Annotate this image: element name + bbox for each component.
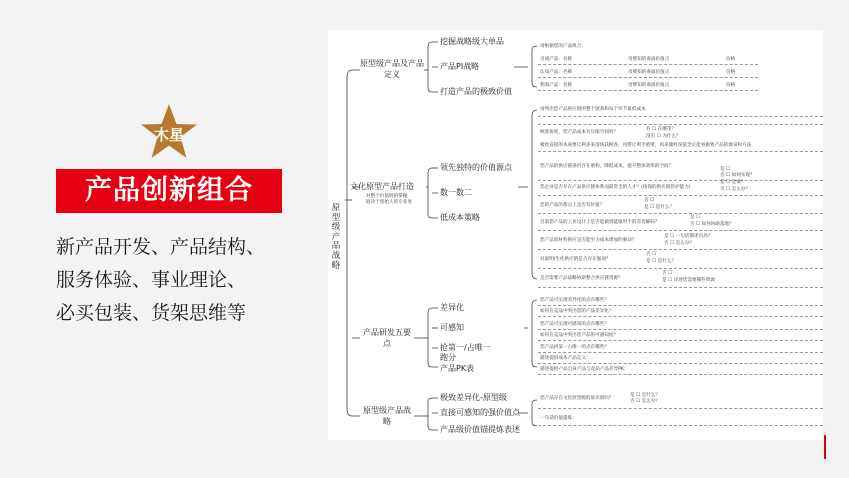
item-direct-value-point: 直接可感知的强价值点	[440, 408, 520, 417]
fill-row-value: 母婴知的毒溢价值点	[628, 83, 670, 88]
divider	[538, 195, 823, 196]
question-text: 如何在竞品中突出您产品的可感知度？	[540, 333, 619, 338]
divider	[538, 180, 823, 181]
item-perceivable: 可感知	[440, 323, 464, 332]
divider	[538, 287, 823, 288]
question-text: 您产品可实现差异化的点有哪些？	[540, 298, 609, 303]
answer-option[interactable]: 没有 ☐ 为什么？	[646, 134, 681, 139]
answer-option[interactable]: 否 ☐	[646, 252, 657, 257]
item-pi-strategy: 产品PI战略	[440, 62, 480, 71]
answer-option[interactable]: 否 ☐ 怎么办？	[664, 241, 695, 246]
divider	[538, 363, 823, 364]
divider	[538, 249, 823, 250]
divider	[538, 352, 823, 353]
item-pk-table: 产品PK表	[440, 364, 475, 373]
mindmap-connectors	[328, 30, 823, 440]
banner-title: 产品创新组合	[85, 175, 253, 206]
divider	[538, 213, 823, 214]
fill-row-value: 母婴知的毒溢价值点	[628, 57, 670, 62]
item-first-only: 抢第一/占唯一	[440, 343, 491, 352]
item-extreme-difference: 极致差异化-原型级	[440, 393, 507, 402]
branch-product-definition: 原型级产品及产品定义	[360, 59, 424, 79]
question-text: 您产品原材料供应是否能至为成本增加的驱动？	[540, 238, 637, 243]
answer-option[interactable]: 否 ☐	[662, 271, 673, 276]
branch-sub-note: 取决于创始人的专业度	[366, 200, 412, 205]
answer-option[interactable]: 是 ☐ 详述您需要哪些资源	[662, 278, 715, 283]
divider	[538, 329, 823, 330]
star-badge	[140, 103, 198, 161]
item-ultimate-value: 打造产品的极致价值	[440, 87, 512, 96]
mindmap-page	[328, 30, 823, 440]
answer-option[interactable]: 是 ☐	[690, 215, 701, 220]
feature-line-3: 必买包装、货架思维等	[56, 302, 247, 324]
fill-intro: 请根据您的产品组合：	[540, 44, 586, 49]
question-text: 目前您产品的工业设计上是否能做到能敏时手的差优解码？	[540, 220, 660, 225]
divider	[538, 316, 823, 317]
question-text: 对最明/生化供应链是否存在强项？	[540, 257, 611, 262]
fill-row-label: 认知产品：名称	[540, 70, 573, 75]
fill-row-value: 母婴知的毒溢价值点	[628, 70, 670, 75]
question-text: 描述提供成本产品定义：	[540, 356, 591, 361]
answer-option[interactable]: 是 ☐ 是谁？	[720, 180, 746, 185]
item-big-single-product: 挖掘战略级大单品	[440, 37, 504, 46]
item-unique-value-origin: 领先独特的价值源点	[440, 163, 512, 172]
branch-sub-note: 对整个价值链的掌握	[366, 194, 408, 199]
answer-option[interactable]: 是 ☐ 是什么？	[644, 205, 675, 210]
item-top-two: 数一数二	[440, 188, 472, 197]
answer-option[interactable]: 是 ☐	[720, 167, 731, 172]
divider	[538, 90, 758, 91]
divider	[538, 268, 823, 269]
title-banner	[56, 169, 282, 213]
badge-label: 木星	[153, 126, 184, 144]
answer-option[interactable]: 否 ☐ 怎么办？	[630, 399, 661, 404]
divider	[538, 374, 823, 375]
question-text: 顾客角度，您产品成本有压缩空间吗？	[540, 130, 619, 135]
divider	[538, 305, 823, 306]
answer-option[interactable]: 否 ☐ 如何实现？	[720, 173, 755, 178]
divider	[538, 77, 758, 78]
divider	[538, 340, 823, 341]
question-text: 您产品拼第一占唯一的点有哪些？	[540, 345, 609, 350]
question-text: 您企业是否存在产品供应链体系而最常全的人才？(指保的供应链管护能力)	[540, 185, 691, 190]
question-text: 如何在竞品中突出您的产品差异化？	[540, 309, 614, 314]
branch-prototype-strategy: 原型级产品战略	[363, 406, 411, 426]
page-edge-marker	[824, 435, 826, 459]
branch-culture-prototype: 文化原型产品打造	[350, 182, 414, 191]
question-text: 描述提供产品自身产品与竞品产品差异PK：	[540, 367, 629, 372]
answer-option[interactable]: 是 ☐ 是什么？	[646, 259, 677, 264]
question-text: 是否需要产品战略协助整合供应链资源？	[540, 276, 623, 281]
question-text: 您产品存在文化原型级的易识别吗？	[540, 396, 614, 401]
question-text: 您产品的供应链条仍存在重构，降低成本，提升整体效率的空间？	[540, 164, 674, 169]
answer-option[interactable]: 否 ☐	[644, 198, 655, 203]
divider	[538, 230, 823, 231]
question-text: 您的产品的都点上是否有价值？	[540, 203, 605, 208]
answer-option[interactable]: 是 ☐ 一句话描述贡高？	[664, 234, 713, 239]
mindmap-root: 原型级产品战略	[331, 203, 341, 271]
answer-option[interactable]: 否 ☐ 怎么办？	[720, 187, 751, 192]
question-text: 极致直接的本质要让利多来清场获顾客，再带让利手被壁，再来储胜误依念定能看极致产品的源泉和方法	[540, 143, 752, 148]
fill-row-price: 价格	[726, 83, 736, 88]
feature-line-1: 新产品开发、产品结构、	[56, 236, 266, 258]
item-low-cost: 低成本策略	[440, 213, 480, 222]
answer-option[interactable]: 否 ☐ 如何协助落地？	[690, 222, 734, 227]
question-text: 您产品可实现可感知的点有哪些？	[540, 322, 609, 327]
divider	[538, 116, 823, 117]
question-text: 一句话价值提炼：	[540, 416, 577, 421]
item-differentiation: 差异化	[440, 303, 464, 312]
item-value-anchor: 产品级价值锚提炼表述	[440, 425, 520, 434]
divider	[538, 408, 823, 409]
fill-row-price: 价格	[726, 57, 736, 62]
answer-option[interactable]: 是 ☐ 是什么？	[630, 393, 661, 398]
divider	[538, 151, 823, 152]
divider	[538, 425, 823, 426]
divider	[538, 64, 758, 65]
fill-row-label: 引流产品：名称	[540, 57, 573, 62]
fill-row-label: 利润产品：名称	[540, 83, 573, 88]
item-run-score: 跑分	[440, 353, 456, 362]
divider	[538, 124, 823, 125]
feature-line-2: 服务体验、事业理论、	[56, 269, 247, 291]
branch-five-points: 产品研发五要点	[363, 328, 411, 348]
fill-row-price: 价格	[726, 70, 736, 75]
answer-option[interactable]: 有 ☐ 在哪里？	[646, 127, 677, 132]
question-text: 请列出您产品供应链的整个链条和每个环节最低成本	[540, 107, 646, 112]
